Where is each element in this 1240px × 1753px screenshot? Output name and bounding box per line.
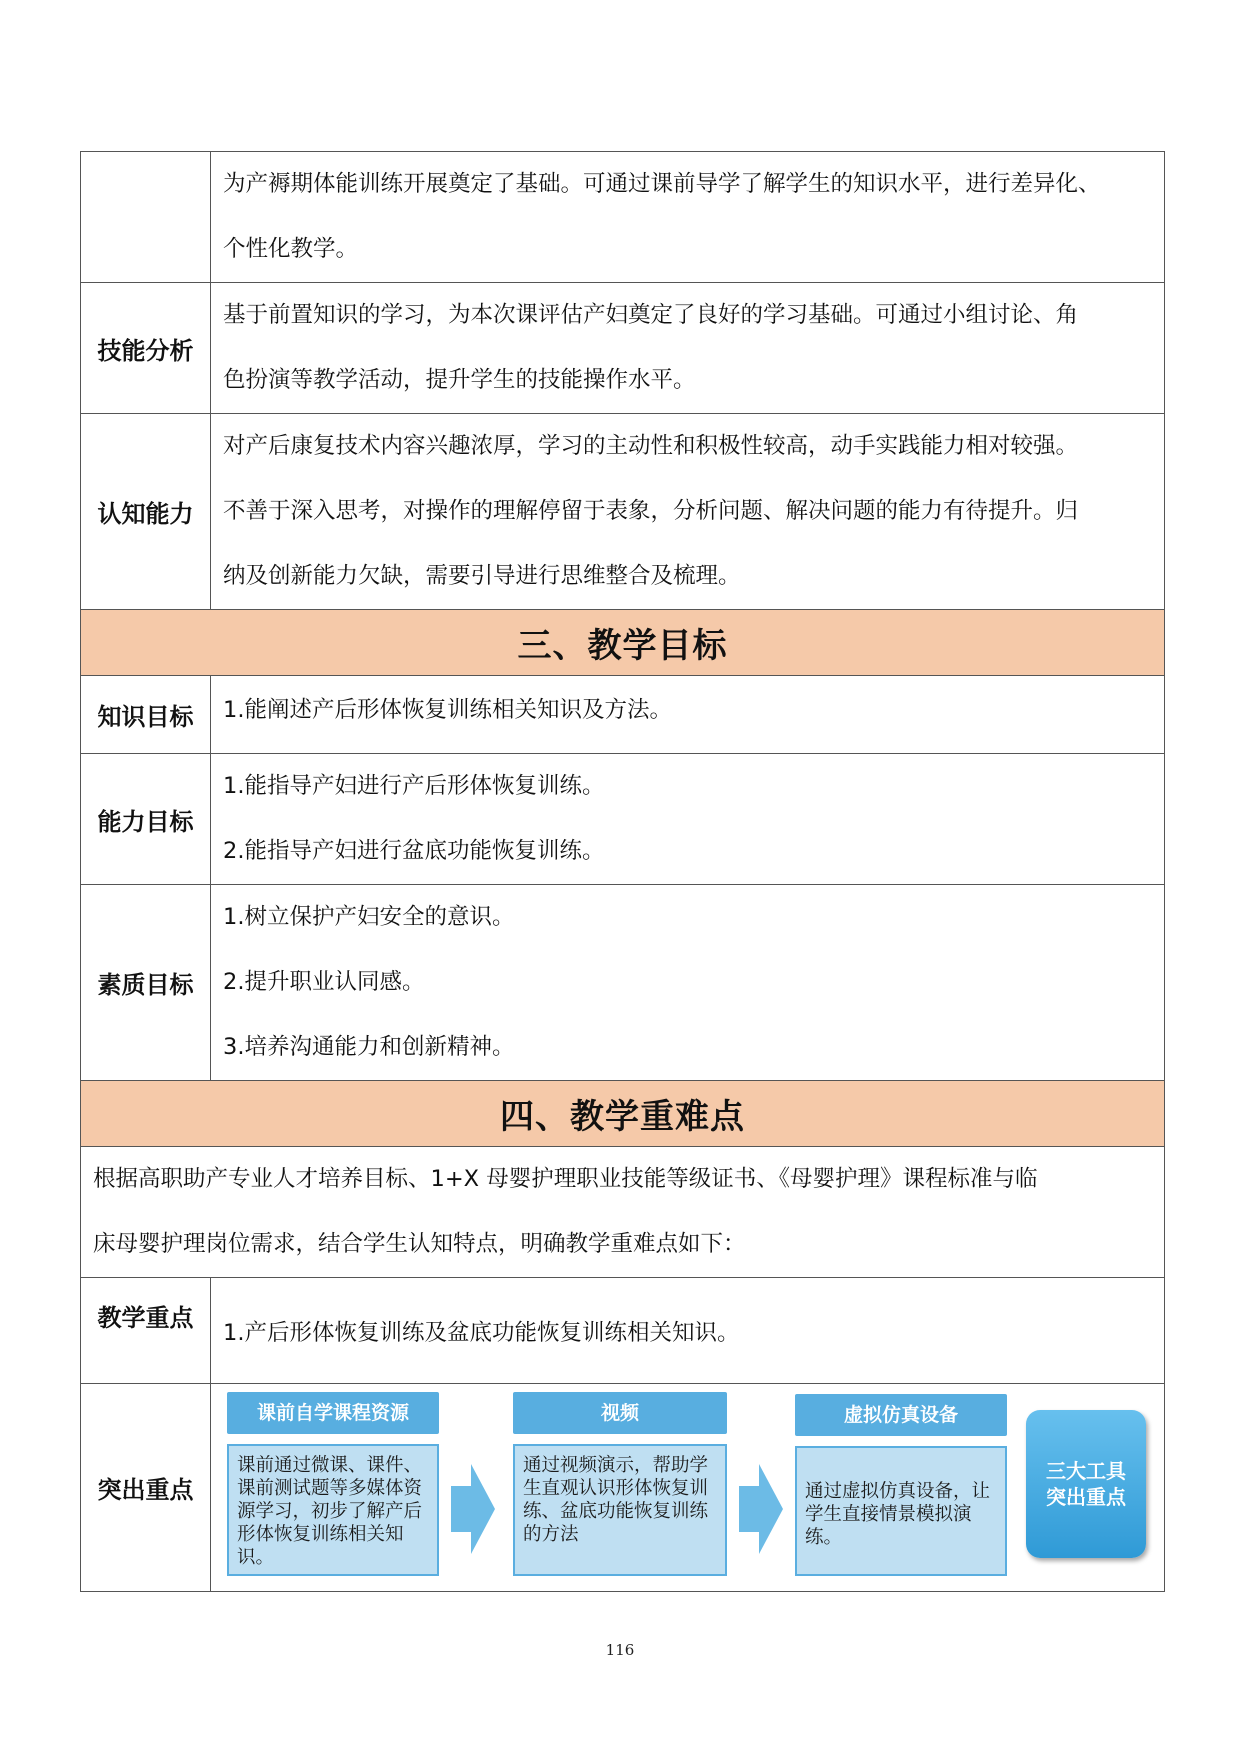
knowledge-goal-row	[81, 676, 1165, 754]
quality-goal-label: 素质目标	[81, 885, 211, 1081]
page-number: 116	[605, 1641, 635, 1659]
skill-analysis-row	[81, 283, 1165, 414]
quality-goal-text: 1.树立保护产妇安全的意识。 2.提升职业认同感。 3.培养沟通能力和创新精神。	[211, 885, 1165, 1081]
step-3-title: 虚拟仿真设备	[795, 1394, 1007, 1436]
knowledge-goal-label: 知识目标	[81, 676, 211, 754]
three-tools-badge: 三大工具 突出重点	[1026, 1410, 1146, 1558]
section-3-title: 三、教学目标	[81, 610, 1165, 676]
quality-goal-row	[81, 885, 1165, 1081]
cognitive-ability-label: 认知能力	[81, 414, 211, 610]
arrow-right-icon	[451, 1464, 495, 1554]
step-1-text: 课前通过微课、课件、课前测试题等多媒体资源学习，初步了解产后形体恢复训练相关知识。	[227, 1444, 439, 1576]
cognitive-ability-text: 对产后康复技术内容兴趣浓厚，学习的主动性和积极性较高，动手实践能力相对较强。 不善于深入思考，对操作的理解停留于表象，分析问题、解决问题的能力有待提升。归 纳及创新能力欠缺，需要引导进行思维整合及梳理。	[211, 414, 1165, 610]
key-point-text: 1.产后形体恢复训练及盆底功能恢复训练相关知识。	[211, 1278, 1165, 1384]
empty-label-cell	[81, 152, 211, 283]
highlight-diagram-cell	[211, 1384, 1165, 1592]
section-4-intro-row	[81, 1147, 1165, 1278]
intro-continuation-row	[81, 152, 1165, 283]
ability-goal-text: 1.能指导产妇进行产后形体恢复训练。 2.能指导产妇进行盆底功能恢复训练。	[211, 754, 1165, 885]
highlight-row	[81, 1384, 1165, 1592]
skill-analysis-label: 技能分析	[81, 283, 211, 414]
section-3-header-row	[81, 610, 1165, 676]
key-point-row	[81, 1278, 1165, 1384]
key-point-label: 教学重点	[81, 1278, 211, 1384]
step-3-text: 通过虚拟仿真设备，让学生直接情景模拟演练。	[795, 1446, 1007, 1576]
highlight-flow-diagram	[211, 1384, 1164, 1591]
cognitive-ability-row	[81, 414, 1165, 610]
arrow-right-icon	[739, 1464, 783, 1554]
ability-goal-row	[81, 754, 1165, 885]
lesson-plan-table	[80, 151, 1165, 1592]
skill-analysis-text: 基于前置知识的学习，为本次课评估产妇奠定了良好的学习基础。可通过小组讨论、角 色扮演等教学活动，提升学生的技能操作水平。	[211, 283, 1165, 414]
step-2-title: 视频	[513, 1392, 727, 1434]
section-4-title: 四、教学重难点	[81, 1081, 1165, 1147]
highlight-label: 突出重点	[81, 1384, 211, 1592]
step-1-title: 课前自学课程资源	[227, 1392, 439, 1434]
ability-goal-label: 能力目标	[81, 754, 211, 885]
section-4-intro-text: 根据高职助产专业人才培养目标、1+X 母婴护理职业技能等级证书、《母婴护理》课程标准与临 床母婴护理岗位需求，结合学生认知特点，明确教学重难点如下：	[81, 1147, 1165, 1278]
knowledge-goal-text: 1.能阐述产后形体恢复训练相关知识及方法。	[211, 676, 1165, 754]
intro-continuation-text: 为产褥期体能训练开展奠定了基础。可通过课前导学了解学生的知识水平，进行差异化、 个性化教学。	[211, 152, 1165, 283]
section-4-header-row	[81, 1081, 1165, 1147]
step-2-text: 通过视频演示，帮助学生直观认识形体恢复训练、盆底功能恢复训练的方法	[513, 1444, 727, 1576]
